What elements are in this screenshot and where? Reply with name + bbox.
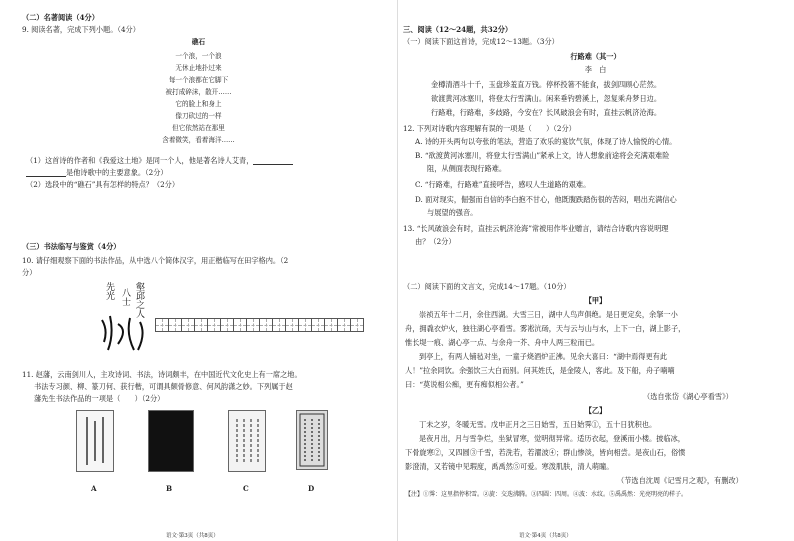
option-a-image[interactable] [76,410,114,472]
passage-jia-line: 崇祯五年十二月，余住西湖。大雪三日，湖中人鸟声俱绝。是日更定矣，余拏一小 [419,310,678,319]
calligraphy-sample: 壑邱之人 八士 先光 [96,282,154,362]
question-11-cont2: 藩先生书法作品的一项是（ ）（2分） [34,394,165,403]
right-page [397,0,794,541]
option-c-label: C [243,484,249,493]
grid-cell[interactable] [311,318,325,332]
calligraphy-thumb-icon [229,411,265,471]
question-11-cont: 书法专习颜、柳、篆刀何、获行楷，可谓具颇骨修意、何风韵潇之妙。下列属于赵 [34,382,293,391]
passage-yi-line: 丁未之岁，冬暖无雪。戊申正月之三日始雪，五日始霁①，五十日犹积也。 [419,420,657,429]
grid-cell[interactable] [194,318,208,332]
poem-line: 但它依然站在那里 [172,124,225,132]
option-b-label: B [166,484,173,493]
practice-grid[interactable] [156,318,364,332]
passage-jia-label: 【甲】 [584,296,607,305]
poem-line: 像刀砍过的一样 [175,112,222,120]
question-9-1-cont: 是他诗歌中的主要意象。（2分） [26,168,168,177]
section-title-calligraphy: （三）书法临写与鉴赏（4分） [22,242,121,251]
grid-cell[interactable] [155,318,169,332]
answer-blank[interactable] [26,169,66,177]
q12-option-a: A. 诗的开头两句以夸张的笔法，营造了欢乐的宴饮气氛，体现了诗人愉悦的心情。 [415,137,677,146]
grid-cell[interactable] [350,318,364,332]
section-title-classics: （二）名著阅读（4分） [22,13,99,22]
poem-title: 礁石 [191,38,206,46]
passage-yi-line: 是夜月出，月与雪争烂，坐狱冒寒，觉明彻异常。适历衣起，登溪而小楼。披临冰， [419,434,685,443]
q12-option-d-cont: 与展望的强音。 [427,208,478,217]
page-footer: 语文·第4页（共8页） [519,533,572,539]
poem-line: 金樽清酒斗十千，玉盘珍羞直万钱。停杯投箸不能食，拔剑四顾心茫然。 [431,80,662,89]
passage-jia-line: 惟长堤一痕、湖心亭一点、与余舟一芥、舟中人两三粒而已。 [405,338,600,347]
grid-cell[interactable] [220,318,234,332]
page-footer: 语文·第3页（共8页） [166,533,219,539]
answer-blank[interactable] [253,157,293,165]
passage-yi-label: 【乙】 [584,406,607,415]
passage-jia-line: 曰：“莫说相公痴，更有痴似相公者。” [405,380,524,389]
grid-cell[interactable] [181,318,195,332]
question-12: 12. 下列对诗歌内容理解有误的一项是（ ）（2分） [403,124,576,133]
grid-cell[interactable] [168,318,182,332]
question-10: 10. 请仔细观察下面的书法作品，从中选八个简体汉字，用正楷临写在田字格内。（2 [22,256,289,265]
question-11: 11. 赵藩，云南剑川人，主攻诗词、书法，诗词颇丰，在中国近代文化史上有一席之地。 [22,370,302,379]
passage-yi-line: 下骨旋寒②，又四圆③千雪，若洗若，若濯波④；群山惨淡，皆向相尝。是夜山石，俗惯 [405,448,686,457]
question-13: 13. “长风破浪会有时，直挂云帆济沧海”常被用作毕业赠言，请结合诗歌内容说明理 [403,224,669,233]
passage-yi-line: 影澄清，又若镜中见瑕度，禹禹然⑤可爱。寒泼肌肤，清人萌瞳。 [405,462,614,471]
poem-line: 每一个浪都在它脚下 [168,76,229,84]
option-c-image[interactable] [228,410,266,472]
section-title-reading: 三、阅读（12～24题，共32分） [403,25,513,34]
option-d-label: D [308,484,315,493]
poem-line: 一个浪，一个浪 [175,52,222,60]
question-9-2: （2）选段中的“礁石”具有怎样的特点？（2分） [26,180,180,189]
passage-jia-source: （选自张岱《湖心亭看雪》） [643,392,733,401]
poem-line: 无休止地扑过来 [175,64,222,72]
q12-option-c: C. “行路难，行路难”直接呼告，感叹人生道路的艰难。 [415,180,591,189]
poem-line: 行路难，行路难，多歧路，今安在？长风破浪会有时，直挂云帆济沧海。 [431,108,662,117]
question-13-cont: 由？（2分） [415,237,456,246]
passage-jia-line: 人！”拉余同饮。余强饮三大白而别。问其姓氏，是金陵人，客此。及下船，舟子喃喃 [405,366,675,375]
question-10-cont: 分） [22,268,37,277]
question-9-stem: 9. 阅读名著，完成下列小题。（4分） [22,25,140,34]
grid-cell[interactable] [207,318,221,332]
poem-line: 被打成碎沫，散开…… [165,88,232,96]
poem-title: 行路难（其一） [570,52,621,61]
grid-cell[interactable] [246,318,260,332]
grid-cell[interactable] [324,318,338,332]
poem-author: 李 白 [584,65,607,74]
passage-yi-source: （节选自沈周《记雪月之观》，有删改） [617,476,743,485]
grid-cell[interactable] [272,318,286,332]
brush-strokes [96,312,154,360]
question-9-1: （1）这首诗的作者和《我爱这土地》是同一个人，他是著名诗人艾青， [26,156,293,165]
passage-jia-line: 舟，拥毳衣炉火，独往湖心亭看雪。雾凇沆砀，天与云与山与水，上下一白，湖上影子， [405,324,686,333]
grid-cell[interactable] [285,318,299,332]
option-d-image[interactable] [296,410,328,470]
subsection-poem-title: （一）阅读下面这首诗，完成12～13题。（3分） [403,37,559,46]
subsection-classical-title: （二）阅读下面的文言文，完成14～17题。（10分） [403,282,571,291]
annotation-note: 【注】①霁：这里指停积雪。②旋：交迭沸腾。③四圆：四周。④波：水纹。⑤禹禹然：光亮明亮的样子。 [405,491,688,498]
poem-line: 欲渡黄河冰塞川，将登太行雪满山。闲来垂钓碧溪上，忽复乘舟梦日边。 [431,94,662,103]
q12-option-b-cont: 阻，从侧面表现行路难。 [427,164,507,173]
calligraphy-thumb-icon [77,411,113,471]
calligraphy-thumb-icon [297,411,327,469]
q12-option-d: D. 面对现实，倔强而自信的李白抱不甘心，他既腹跌踏伤很的苦闷，唱出充满信心 [415,195,677,204]
grid-cell[interactable] [233,318,247,332]
option-b-image[interactable] [148,410,194,472]
passage-jia-line: 到亭上，有两人铺毡对坐，一童子烧酒炉正沸。见余大喜曰：“湖中焉得更有此 [419,352,668,361]
option-a-label: A [91,484,97,493]
q12-option-b: B. “欲渡黄河冰塞川，将登太行雪满山”紧承上文，诗人想象前途将会充满艰难险 [415,151,670,160]
grid-cell[interactable] [298,318,312,332]
poem-line: 含着微笑，看着海洋…… [162,136,235,144]
grid-cell[interactable] [337,318,351,332]
grid-cell[interactable] [259,318,273,332]
poem-line: 它的脸上和身上 [175,100,222,108]
